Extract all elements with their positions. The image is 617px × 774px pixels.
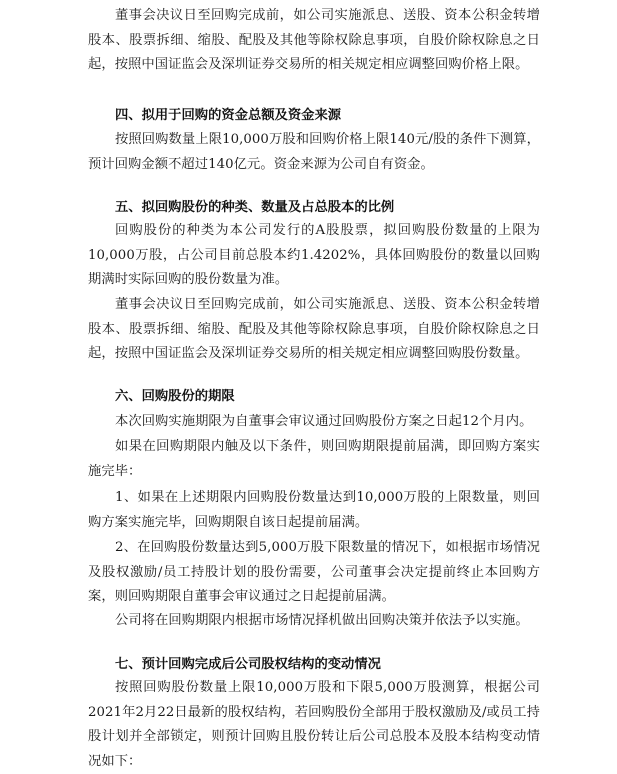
paragraph-period: 本次回购实施期限为自董事会审议通过回购股份方案之日起12个月内。 <box>115 414 533 429</box>
heading-section-6: 六、回购股份的期限 <box>115 389 235 404</box>
heading-section-4: 四、拟用于回购的资金总额及资金来源 <box>115 108 342 123</box>
heading-section-7: 七、预计回购完成后公司股权结构的变动情况 <box>115 657 381 672</box>
paragraph-fund-source: 按照回购数量上限10,000万股和回购价格上限140元/股的条件下测算，预计回购金额不超过140亿元。资金来源为公司自有资金。 <box>88 132 540 172</box>
paragraph-price-adjustment: 董事会决议日至回购完成前，如公司实施派息、送股、资本公积金转增股本、股票拆细、缩股、配股及其他等除权除息事项，自股价除权除息之日起，按照中国证监会及深圳证券交易所的相关规定相应调整回购价格上限。 <box>88 8 540 72</box>
paragraph-implementation: 公司将在回购期限内根据市场情况择机做出回购决策并依法予以实施。 <box>115 613 529 628</box>
heading-section-5: 五、拟回购股份的种类、数量及占总股本的比例 <box>115 200 395 215</box>
paragraph-share-type: 回购股份的种类为本公司发行的A股股票，拟回购股份数量的上限为10,000万股，占公司目前总股本约1.4202%，具体回购股份的数量以回购期满时实际回购的股份数量为准。 <box>88 223 540 287</box>
paragraph-quantity-adjustment: 董事会决议日至回购完成前，如公司实施派息、送股、资本公积金转增股本、股票拆细、缩股、配股及其他等除权除息事项，自股价除权除息之日起，按照中国证监会及深圳证券交易所的相关规定相应调整回购股份数量。 <box>88 297 540 361</box>
paragraph-condition-2: 2、在回购股份数量达到5,000万股下限数量的情况下，如根据市场情况及股权激励/员工持股计划的股份需要，公司董事会决定提前终止本回购方案，则回购期限自董事会审议通过之日起提前届满。 <box>88 540 540 604</box>
paragraph-condition-1: 1、如果在上述期限内回购股份数量达到10,000万股的上限数量，则回购方案实施完毕，回购期限自该日起提前届满。 <box>88 490 540 530</box>
paragraph-early-expiry: 如果在回购期限内触及以下条件，则回购期限提前届满，即回购方案实施完毕： <box>88 439 540 479</box>
paragraph-structure-change: 按照回购股份数量上限10,000万股和下限5,000万股测算，根据公司2021年2月22日最新的股权结构，若回购股份全部用于股权激励及/或员工持股计划并全部锁定，则预计回购且股份转让后公司总股本及股本结构变动情况如下： <box>88 680 540 769</box>
